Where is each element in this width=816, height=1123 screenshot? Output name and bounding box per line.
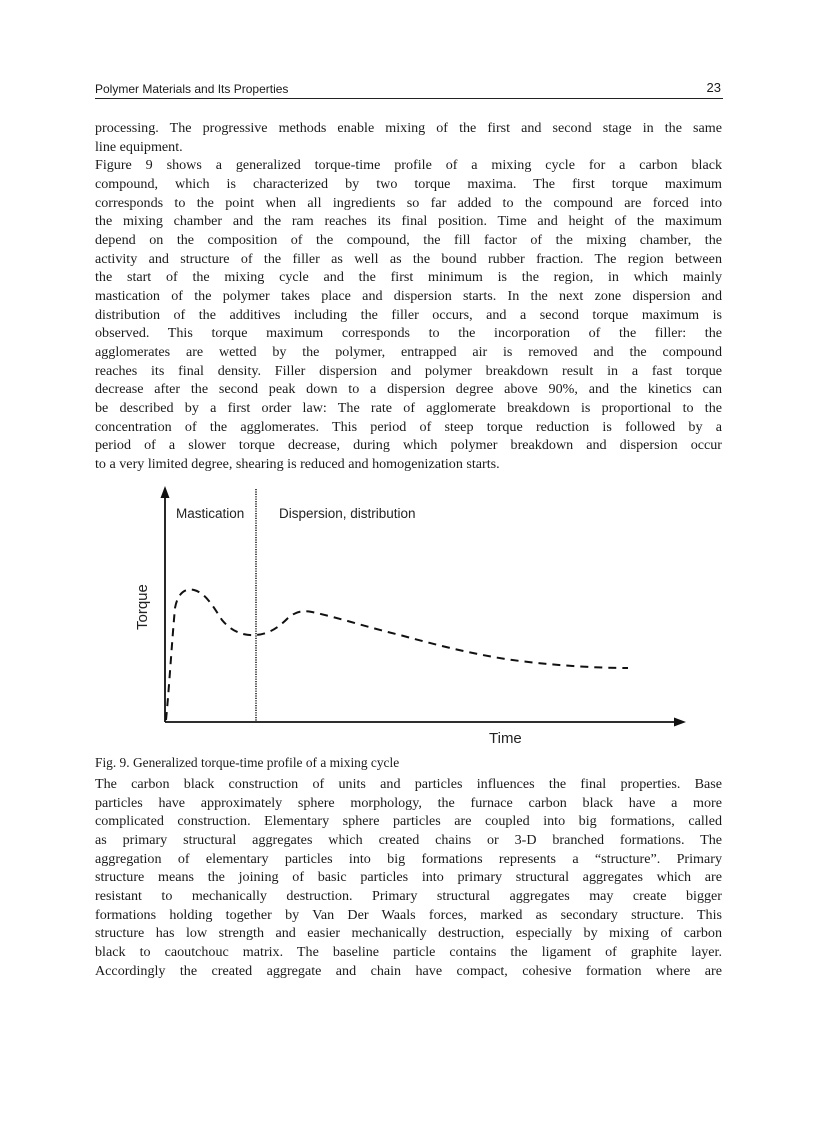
- text-line: activity and structure of the filler as well as the bound rubber fraction. The region between: [95, 250, 722, 267]
- text-line: line equipment.: [95, 138, 183, 155]
- x-axis-label: Time: [489, 730, 522, 747]
- text-line: processing. The progressive methods enable mixing of the first and second stage in the same: [95, 120, 722, 136]
- running-header: [95, 80, 723, 99]
- text-line: The carbon black construction of units and particles influences the final properties. Base: [95, 776, 722, 792]
- paragraph-mixing-cycle: [95, 119, 722, 473]
- text-line: complicated construction. Elementary sphere particles are coupled into big formations, called: [95, 813, 722, 830]
- text-line: be described by a first order law: The rate of agglomerate breakdown is proportional to the: [95, 399, 722, 416]
- region-label-dispersion: Dispersion, distribution: [279, 506, 416, 521]
- text-line: aggregation of elementary particles into big formations represents a “structure”. Primary: [95, 850, 722, 867]
- text-line: particles have approximately sphere morphology, the furnace carbon black have a more: [95, 794, 722, 811]
- paragraph-carbon-black-structure: [95, 775, 722, 980]
- text-line: agglomerates are wetted by the polymer, entrapped air is removed and the compound: [95, 343, 722, 360]
- text-line: the mixing chamber and the ram reaches its final position. Time and height of the maximum: [95, 213, 722, 230]
- text-line: the start of the mixing cycle and the first minimum is the region, in which mainly: [95, 269, 722, 286]
- text-line: period of a slower torque decrease, during which polymer breakdown and dispersion occur: [95, 437, 722, 454]
- text-line: structure means the joining of basic particles into primary structural aggregates which are: [95, 869, 722, 886]
- text-line: distribution of the additives including the filler occurs, and a second torque maximum is: [95, 306, 722, 323]
- text-line: reaches its final density. Filler dispersion and polymer breakdown result in a fast torque: [95, 362, 722, 379]
- figure-caption: Fig. 9. Generalized torque-time profile of a mixing cycle: [95, 755, 400, 770]
- y-axis-arrow-icon: [161, 486, 170, 498]
- text-line: decrease after the second peak down to a dispersion degree above 90%, and the kinetics can: [95, 381, 722, 398]
- text-line: depend on the composition of the compound, the fill factor of the mixing chamber, the: [95, 231, 722, 248]
- text-line: black to caoutchouc matrix. The baseline particle contains the ligament of graphite layer.: [95, 943, 722, 960]
- text-line: structure has low strength and easier mechanically destruction, especially by mixing of carbon: [95, 925, 722, 942]
- x-axis-arrow-icon: [674, 718, 686, 727]
- page-number: 23: [706, 80, 721, 95]
- text-line: mastication of the polymer takes place and dispersion starts. In the next zone dispersion and: [95, 287, 722, 304]
- y-axis-label: Torque: [134, 584, 151, 630]
- torque-curve: [166, 590, 628, 720]
- text-line: as primary structural aggregates which created chains or 3-D branched formations. The: [95, 831, 722, 848]
- text-line: to a very limited degree, shearing is reduced and homogenization starts.: [95, 455, 500, 472]
- text-line: compound, which is characterized by two torque maxima. The first torque maximum: [95, 175, 722, 192]
- text-line: resistant to mechanically destruction. Primary structural aggregates may create bigger: [95, 887, 722, 904]
- running-title: Polymer Materials and Its Properties: [95, 82, 289, 96]
- region-label-mastication: Mastication: [176, 506, 245, 521]
- text-line: corresponds to the point when all ingredients so far added to the compound are forced into: [95, 194, 722, 211]
- text-line: Accordingly the created aggregate and chain have compact, cohesive formation where are: [95, 962, 722, 979]
- text-line: formations holding together by Van Der Waals forces, marked as secondary structure. This: [95, 906, 722, 923]
- text-line: Figure 9 shows a generalized torque-time profile of a mixing cycle for a carbon black: [95, 157, 722, 174]
- text-line: observed. This torque maximum corresponds to the incorporation of the filler: the: [95, 325, 722, 342]
- text-line: concentration of the agglomerates. This period of steep torque reduction is followed by a: [95, 418, 722, 435]
